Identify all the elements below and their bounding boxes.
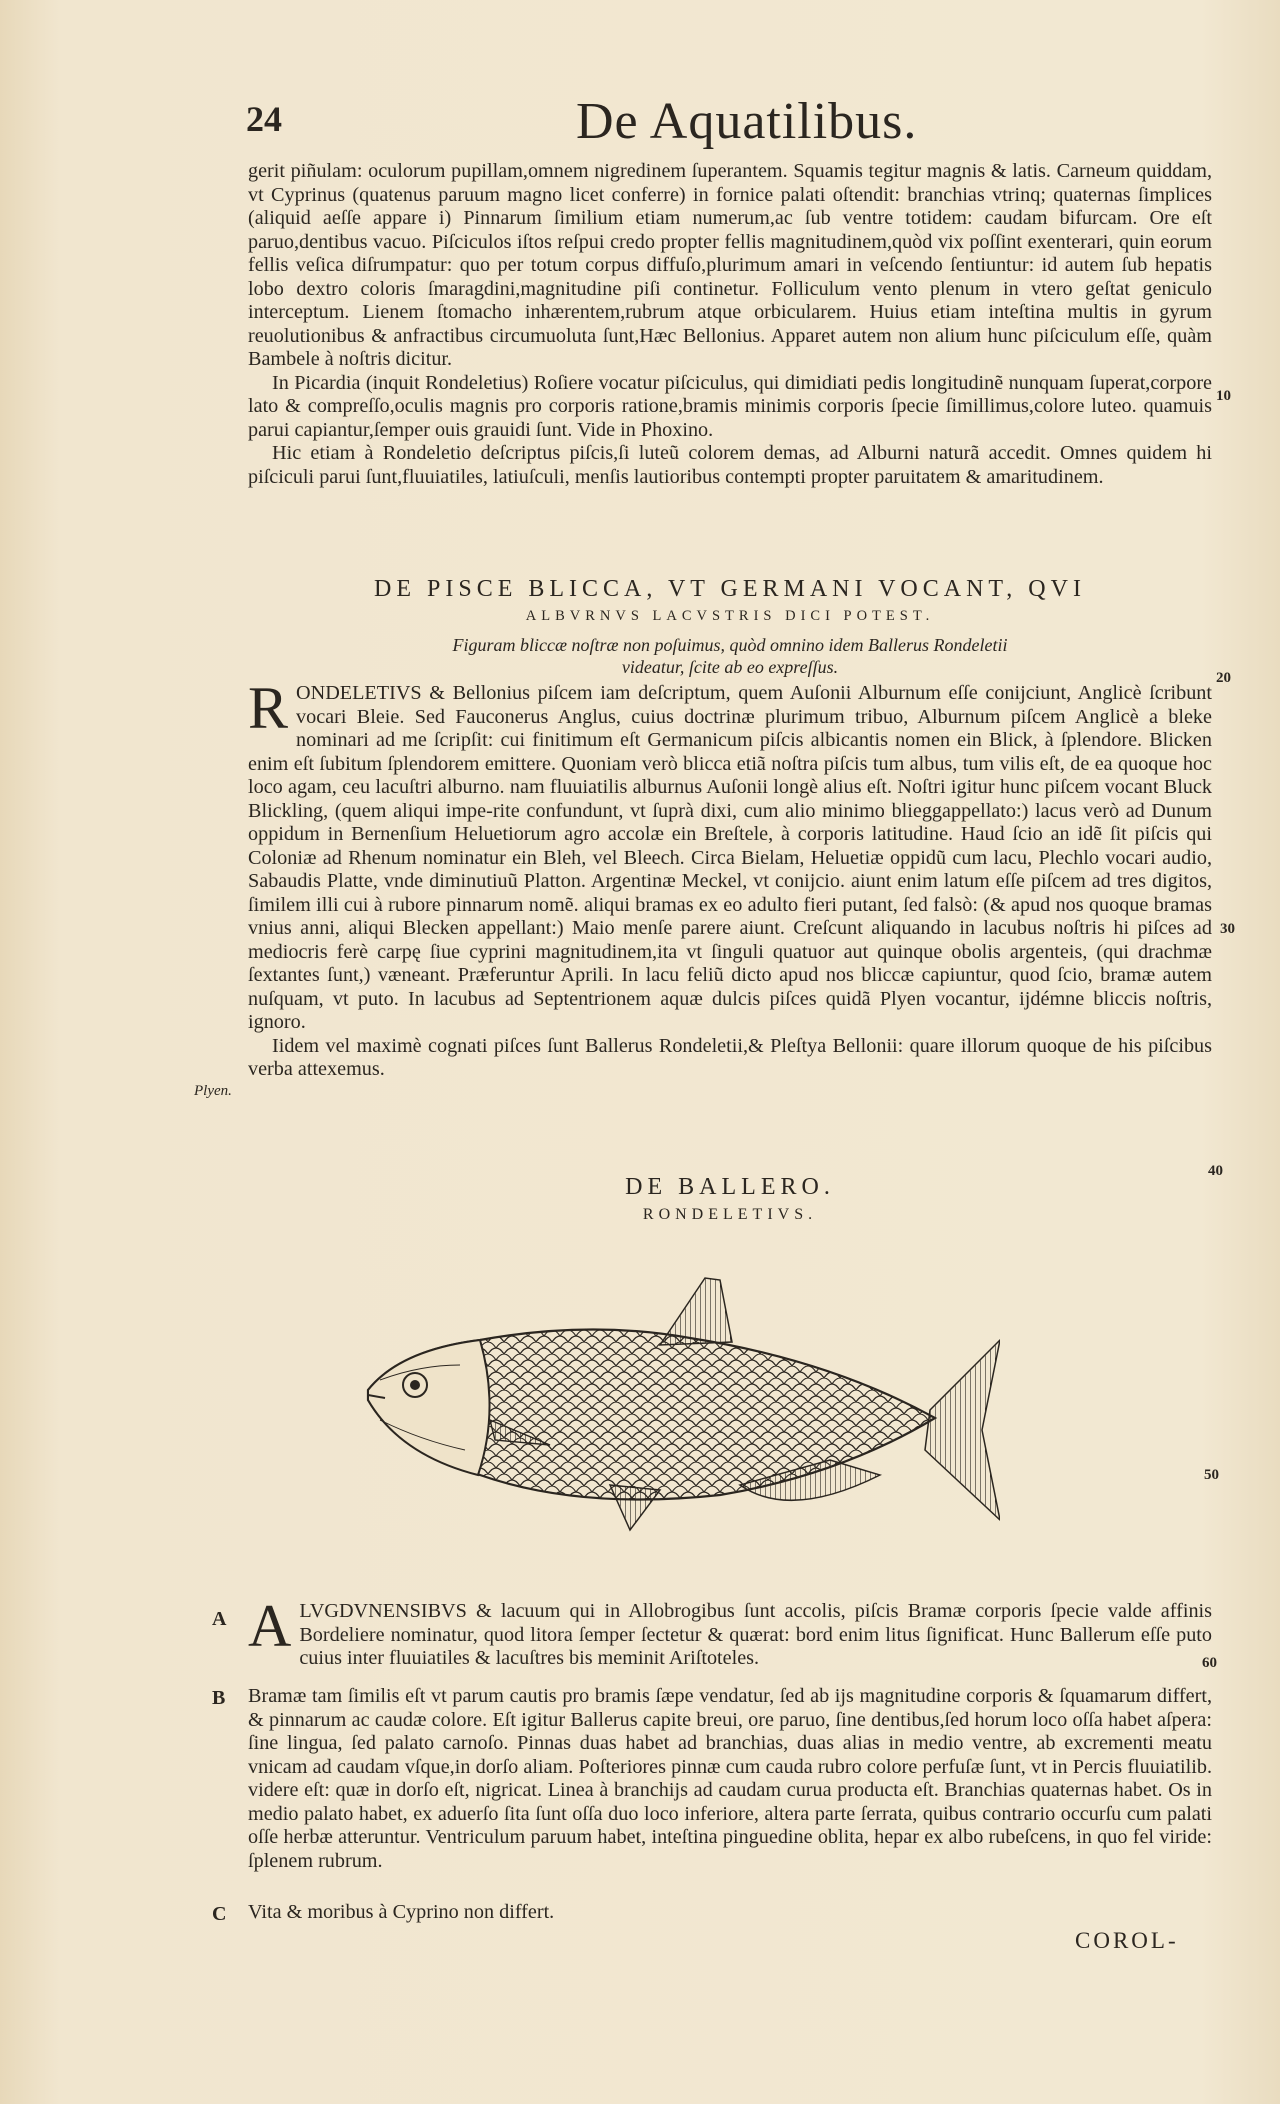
paragraph: ONDELETIVS & Bellonius piſcem iam deſcriptum, quem Auſonii Alburnum eſſe conijciunt, Anglicè ſcribunt vocari Bleie. Sed Fauconerus Anglus, cuius doctrinæ plurimum tribuo, Alburnum piſcem Anglicè a bleke nominari ad me ſcripſit: cui finitimum eſt Germanicum piſcis albicantis nomen ein Blick, à ſplendore. Blicken enim eſt ſubitum ſplendorem emittere. Quoniam verò blicca etiã noſtra piſcis tum albus, tum vilis eſt, de ea quoque hoc loco agam, ceu lacuſtri alburno. nam fluuiatilis alburnus Auſonii longè alius eſt. Noſtri igitur hunc piſcem vocant Bluck Blickling, (quem aliqui impe-rite confundunt, vt ſuprà dixi, cum alio minimo blieggappellato:) lacus verò ad Dunum oppidum in Bernenſium Heluetiorum agro accolæ ein Breſtele, à corporis latitudine. Haud ſcio an idẽ ſit piſcis qui Coloniæ ad Rhenum nominatur ein Bleh, vel Bleech. Circa Bielam, Heluetiæ oppidũ cum lacu, Plechlo vocari audio, Sabaudis Platte, vnde diminutiuũ Platton. Argentinæ Meckel, vt conijcio. aiunt enim latum eſſe piſcem ad tres digitos, ſimilem illi cui à rubore pinnarum nomẽ. aliqui bramas ex eo adulto fieri putant, ſed falsò: (& apud nos quoque bramas vnius anni, aliqui Blecken appellant:) Maio menſe parere aiunt. Creſcunt aliquando in lacubus noſtris hi piſces ad mediocris ferè carpę ſiue cyprini magnitudinem,ita vt ſinguli quatuor aut quinque obolis argenteis, (qui drachmæ ſextantes ſunt,) væneant. Præferuntur Aprili. In lacu feliũ dicto apud nos bliccæ capiuntur, quod ſcio, bramæ autem nuſquam, vt puto. In lacubus ad Septentrionem aquæ dulcis piſces quidã Plyen vocantur, ijdémne bliccis noſtris, ignoro. [248, 682, 1212, 1033]
paragraph: gerit piñulam: oculorum pupillam,omnem nigredinem ſuperantem. Squamis tegitur magnis & latis. Carneum quiddam, vt Cyprinus (quatenus paruum magno licet conferre) in fornice palati oſtendit: branchias vtrinq; quaternas ſimplices (aliquid aeſſe appare i) Pinnarum ſimilium etiam numerum,ac ſub ventre totidem: caudam bifurcam. Ore eſt paruo,dentibus vacuo. Piſciculos iſtos reſpui credo propter fellis magnitudinem,quòd vix poſſint exenterari, quin eorum fellis veſica diſrumpatur: quo per totum corpus diffuſo,plurimum amari in veſcendo ſentiuntur: id autem ſub hepatis lobo dextro coloris ſmaragdini,magnitudine piſi continetur. Folliculum vento plenum in vtero geſtat geniculo interceptum. Lienem ſtomacho inhærentem,rubrum atque orbicularem. Huius etiam inteſtina multis in gyrum reuolutionibus & anfractibus circumuoluta ſunt,Hæc Bellonius. Apparet autem non alium hunc piſciculum eſſe, quàm Bambele à noſtris dicitur. [248, 160, 1212, 370]
fish-woodcut-illustration [360, 1270, 1000, 1560]
section-letter-b: B [212, 1687, 226, 1709]
section-subheading: RONDELETIVS. [642, 1205, 818, 1223]
margin-note: Plyen. [194, 1083, 232, 1099]
paragraph: In Picardia (inquit Rondeletius) Roſiere vocatur piſciculus, qui dimidiati pedis longitudinẽ nunquam ſuperat,corpore lato & compreſſo,oculis magnis pro corporis ratione,bramis minimis corporis ſpecie ſimillimus,colore luteo. quamuis parui capiantur,ſemper ouis grauidi ſunt. Vide in Phoxino. [248, 371, 1212, 441]
section-ballerus-c [248, 1901, 1212, 1925]
running-head [246, 92, 1246, 152]
line-number: 50 [1204, 1467, 1219, 1483]
line-number: 20 [1216, 670, 1231, 686]
section-blicca [248, 570, 1212, 1082]
section-subheading: ALBVRNVS LACVSTRIS DICI POTEST. [525, 607, 935, 624]
line-number: 10 [1216, 388, 1231, 404]
page-number: 24 [246, 99, 282, 139]
paragraph: Bramæ tam ſimilis eſt vt parum cautis pro bramis ſæpe vendatur, ſed ab ijs magnitudine corporis & ſquamarum differt, & pinnarum ac caudæ colore. Eſt igitur Ballerus capite breui, ore paruo, ſine dentibus,ſed horum loco oſſa habet aſpera: ſine lingua, ſed palato carnoſo. Pinnas duas habet ad branchias, duas alias in medio ventre, ab excrementi meatu vnicam ad caudam vſque,in dorſo aliam. Poſteriores pinnæ cum cauda rubro colore perfuſæ ſunt, vt in Percis fluuiatilib. videre eſt: quæ in dorſo eſt, nigricat. Linea à branchijs ad caudam curua producta eſt. Branchias quaternas habet. Os in medio palato habet, ex aduerſo ſita ſunt oſſa duo loco inferiore, altera parte ſerrata, quibus contrario occurſu cum palati oſſe herbæ atteruntur. Ventriculum paruum habet, inteſtina pinguedine oblita, hepar ex albo rubeſcens, in quo fel viride: ſplenem rubrum. [248, 1685, 1212, 1872]
section-heading: DE PISCE BLICCA, VT GERMANI VOCANT, QVI [374, 576, 1086, 602]
drop-capital: A [248, 1593, 292, 1659]
figure-note-line: videatur, ſcite ab eo expreſſus. [621, 657, 839, 677]
section-heading: DE BALLERO. [625, 1174, 835, 1200]
catchword: COROL- [1075, 1928, 1179, 1953]
section-letter-c: C [212, 1903, 227, 1925]
figure-note [248, 634, 1212, 678]
paragraph: Vita & moribus à Cyprino non differt. [248, 1901, 555, 1923]
running-title: De Aquatilibus. [576, 93, 918, 150]
section-letter-a: A [212, 1608, 227, 1630]
paragraph: Hic etiam à Rondeletio deſcriptus piſcis,ſi luteũ colorem demas, ad Alburni naturã accedit. Omnes quidem hi piſciculi parui ſunt,fluuiatiles, latiuſculi, menſis lautioribus contempti propter paruitatem & amaritudinem. [248, 442, 1212, 488]
figure-note-line: Figuram bliccæ noſtræ non poſuimus, quòd omnino idem Ballerus Rondeletii [452, 635, 1008, 655]
line-number: 30 [1220, 921, 1235, 937]
paragraph: LVGDVNENSIBVS & lacuum qui in Allobrogibus ſunt accolis, piſcis Bramæ corporis ſpecie valde affinis Bordeliere nominatur, quod litora ſemper ſectetur & quærat: bord enim litus ſignificat. Hunc Ballerum eſſe puto cuius inter fluuiatiles & lacuſtres bis meminit Ariſtoteles. [299, 1600, 1212, 1669]
section-ballerus-a [248, 1593, 1212, 1671]
section-ballerus-b [248, 1685, 1212, 1873]
text-block-continuation [248, 160, 1212, 489]
section-ballerus-head [248, 1168, 1212, 1226]
drop-capital: R [248, 675, 289, 741]
paragraph: Iidem vel maximè cognati piſces ſunt Ballerus Rondeletii,& Pleſtya Bellonii: quare illorum quoque de his piſcibus verba attexemus. [248, 1034, 1212, 1080]
line-number: 60 [1202, 1655, 1217, 1671]
line-number: 40 [1208, 1163, 1223, 1179]
